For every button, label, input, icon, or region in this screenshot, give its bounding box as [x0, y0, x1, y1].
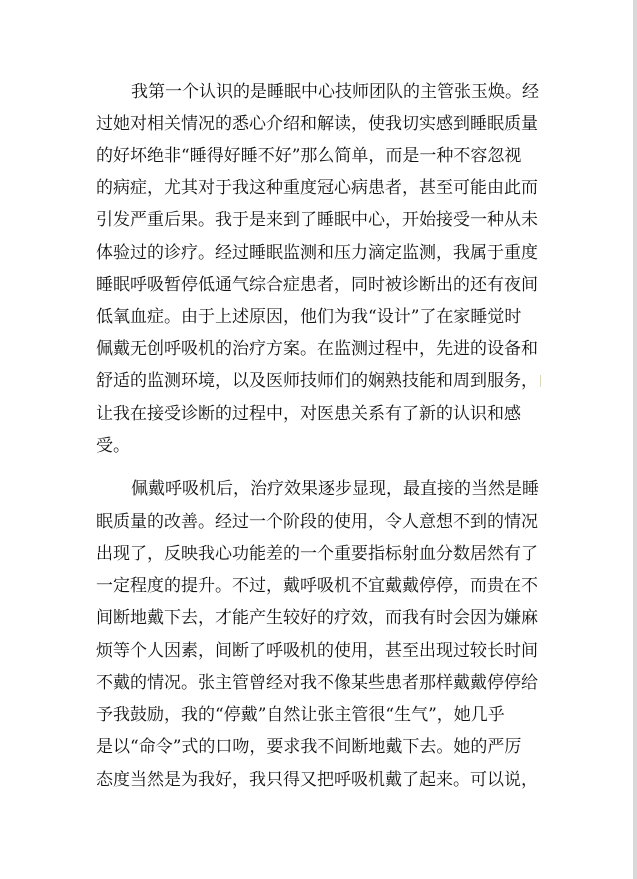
- text-line: 睡眠呼吸暂停低通气综合症患者，同时被诊断出的还有夜间: [96, 275, 538, 295]
- text-line: 烦等个人因素，间断了呼吸机的使用，甚至出现过较长时间: [96, 641, 538, 661]
- text-line: 受。: [96, 436, 130, 456]
- text-line: 一定程度的提升。不过，戴呼吸机不宜戴戴停停，而贵在不: [96, 576, 538, 596]
- text-line: 过她对相关情况的悉心介绍和解读，使我切实感到睡眠质量: [96, 114, 538, 134]
- text-line: 让我在接受诊断的过程中，对医患关系有了新的认识和感: [96, 404, 521, 424]
- text-line: 出现了，反映我心功能差的一个重要指标射血分数居然有了: [96, 544, 538, 564]
- text-line: 的好坏绝非“睡得好睡不好”那么简单，而是一种不容忽视: [96, 146, 522, 166]
- text-line: 予我鼓励，我的“停戴”自然让张主管很“生气”，她几乎: [96, 705, 505, 725]
- text-line: 眠质量的改善。经过一个阶段的使用，令人意想不到的情况: [96, 512, 538, 532]
- text-line: 佩戴无创呼吸机的治疗方案。在监测过程中，先进的设备和: [96, 339, 538, 359]
- text-line: 不戴的情况。张主管曾经对我不像某些患者那样戴戴停停给: [96, 673, 538, 693]
- page-edge-shadow: [633, 0, 637, 879]
- text-line: 间断地戴下去，才能产生较好的疗效，而我有时会因为嫌麻: [96, 608, 538, 628]
- text-line: 我第一个认识的是睡眠中心技师团队的主管张玉焕。经: [131, 82, 539, 102]
- text-cursor-mark: [540, 375, 541, 387]
- text-line: 的病症，尤其对于我这种重度冠心病患者，甚至可能由此而: [96, 178, 538, 198]
- text-line: 舒适的监测环境，以及医师技师们的娴熟技能和周到服务，: [96, 371, 538, 391]
- text-line: 是以“命令”式的口吻，要求我不间断地戴下去。她的严厉: [96, 737, 522, 757]
- text-line: 佩戴呼吸机后，治疗效果逐步显现，最直接的当然是睡: [131, 479, 539, 499]
- text-line: 引发严重后果。我于是来到了睡眠中心，开始接受一种从未: [96, 210, 538, 230]
- text-line: 态度当然是为我好，我只得又把呼吸机戴了起来。可以说，: [96, 770, 538, 790]
- text-line: 体验过的诊疗。经过睡眠监测和压力滴定监测，我属于重度: [96, 243, 538, 263]
- text-line: 低氧血症。由于上述原因，他们为我“设计”了在家睡觉时: [96, 307, 522, 327]
